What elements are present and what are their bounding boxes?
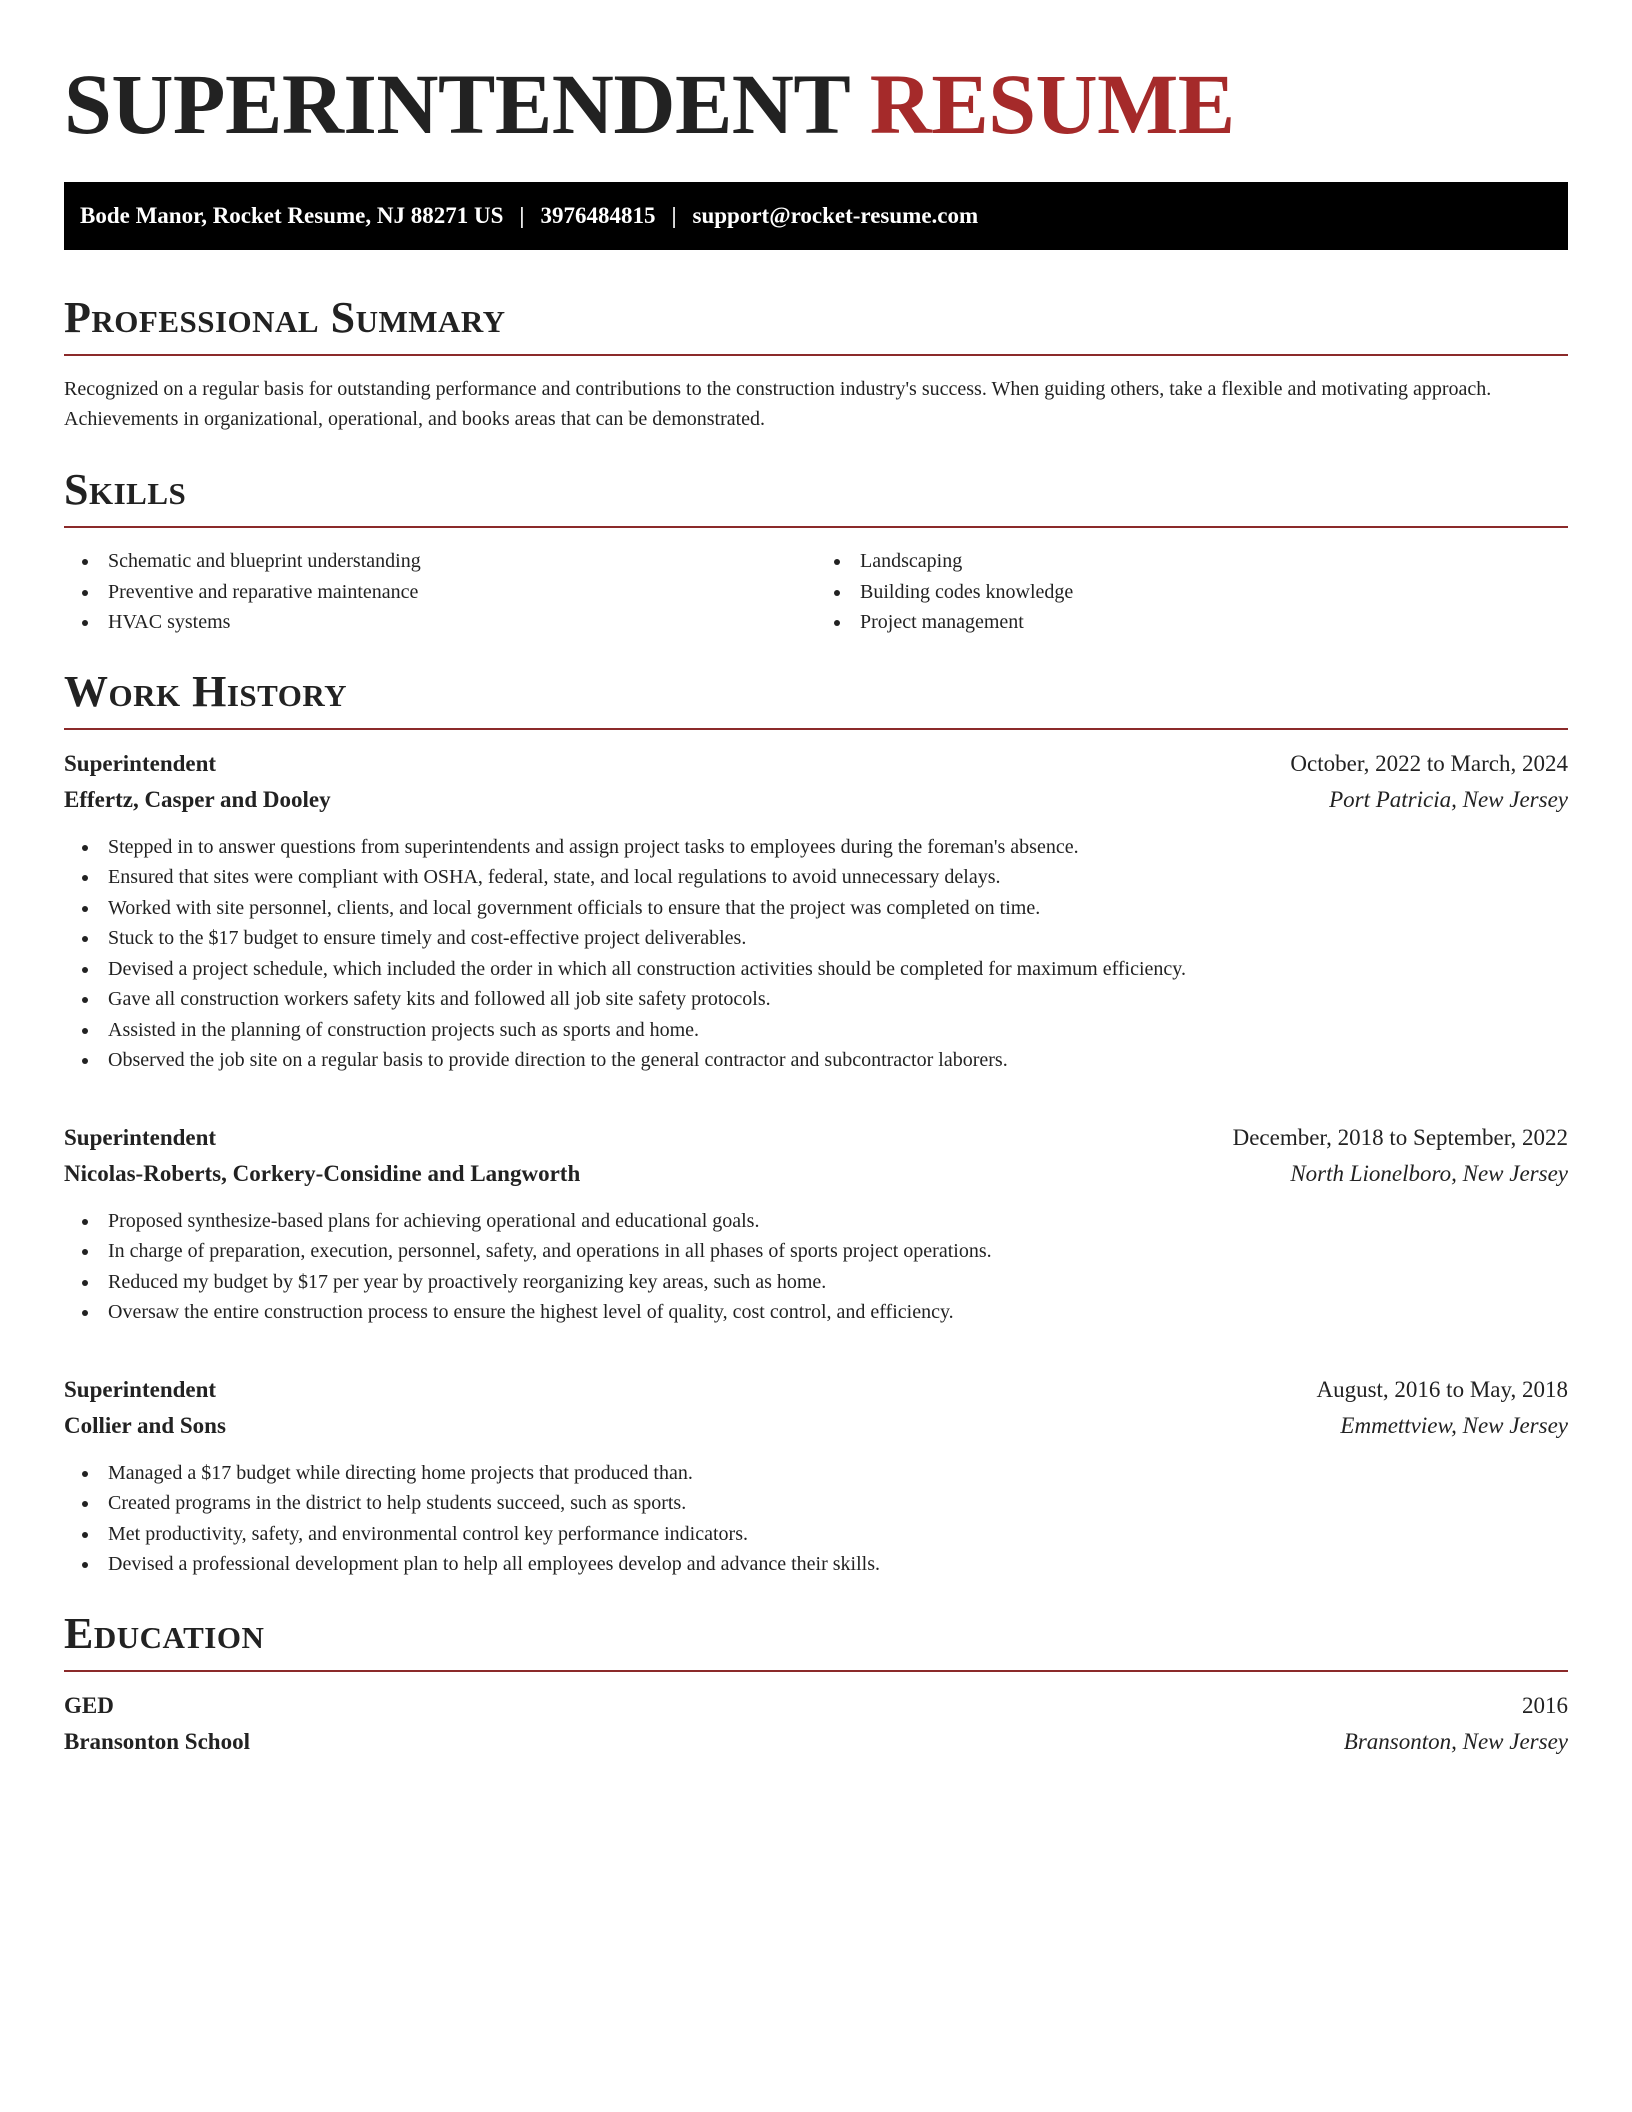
education-degree: GED bbox=[64, 1692, 114, 1718]
job-bullet: Stepped in to answer questions from superintendents and assign project tasks to employees during the foreman's absence. bbox=[64, 832, 1568, 863]
job-dates: December, 2018 to September, 2022 bbox=[1232, 1124, 1568, 1150]
skill-item: HVAC systems bbox=[64, 607, 816, 638]
job-header-row bbox=[64, 1120, 1568, 1156]
contact-email: support@rocket-resume.com bbox=[692, 203, 979, 228]
job-dates: October, 2022 to March, 2024 bbox=[1290, 750, 1568, 776]
skill-item: Project management bbox=[816, 607, 1568, 638]
section-divider bbox=[64, 1670, 1568, 1672]
job-bullet: In charge of preparation, execution, personnel, safety, and operations in all phases of sports project operations. bbox=[64, 1236, 1568, 1267]
job-location: Port Patricia, New Jersey bbox=[1329, 786, 1568, 812]
job-bullet: Assisted in the planning of construction projects such as sports and home. bbox=[64, 1015, 1568, 1046]
contact-phone: 3976484815 bbox=[540, 203, 656, 228]
contact-separator: | bbox=[519, 203, 525, 228]
contact-address: Bode Manor, Rocket Resume, NJ 88271 US bbox=[80, 203, 504, 228]
job-company-row bbox=[64, 1408, 1568, 1444]
education-entry bbox=[64, 1688, 1568, 1760]
job-bullet: Met productivity, safety, and environmental control key performance indicators. bbox=[64, 1519, 1568, 1550]
job-bullet: Devised a professional development plan to help all employees develop and advance their skills. bbox=[64, 1549, 1568, 1580]
summary-heading: Professional Summary bbox=[64, 293, 506, 342]
skills-heading: Skills bbox=[64, 465, 187, 514]
skills-column-left bbox=[64, 546, 816, 638]
skill-item: Landscaping bbox=[816, 546, 1568, 577]
skills-column-right bbox=[816, 546, 1568, 638]
job-entry bbox=[64, 1372, 1568, 1580]
work-history-section bbox=[64, 666, 1568, 1580]
job-header-row bbox=[64, 746, 1568, 782]
contact-separator: | bbox=[671, 203, 677, 228]
job-company-row bbox=[64, 782, 1568, 818]
job-bullet: Proposed synthesize-based plans for achieving operational and educational goals. bbox=[64, 1206, 1568, 1237]
job-dates: August, 2016 to May, 2018 bbox=[1316, 1376, 1568, 1402]
job-bullet: Reduced my budget by $17 per year by proactively reorganizing key areas, such as home. bbox=[64, 1267, 1568, 1298]
job-entry bbox=[64, 1120, 1568, 1328]
job-location: Emmettview, New Jersey bbox=[1340, 1412, 1568, 1438]
title-accent: RESUME bbox=[869, 56, 1235, 152]
job-bullets bbox=[64, 1206, 1568, 1328]
education-header-row bbox=[64, 1688, 1568, 1724]
skills-section bbox=[64, 464, 1568, 638]
section-divider bbox=[64, 526, 1568, 528]
education-heading: Education bbox=[64, 1608, 265, 1658]
job-company: Nicolas-Roberts, Corkery-Considine and Langworth bbox=[64, 1160, 581, 1186]
education-location: Bransonton, New Jersey bbox=[1343, 1728, 1568, 1754]
job-bullet: Managed a $17 budget while directing home projects that produced than. bbox=[64, 1458, 1568, 1489]
job-bullet: Worked with site personnel, clients, and local government officials to ensure that the project was completed on time. bbox=[64, 893, 1568, 924]
job-bullet: Oversaw the entire construction process to ensure the highest level of quality, cost control, and efficiency. bbox=[64, 1297, 1568, 1328]
education-school-row bbox=[64, 1724, 1568, 1760]
job-company-row bbox=[64, 1156, 1568, 1192]
job-company: Effertz, Casper and Dooley bbox=[64, 786, 331, 812]
job-bullet: Stuck to the $17 budget to ensure timely and cost-effective project deliverables. bbox=[64, 923, 1568, 954]
summary-section bbox=[64, 292, 1568, 434]
job-location: North Lionelboro, New Jersey bbox=[1290, 1160, 1568, 1186]
summary-text: Recognized on a regular basis for outstanding performance and contributions to the construction industry's success. When guiding others, take a flexible and motivating approach. Achievements in organizational, operational, and books areas that can be demonstrated. bbox=[64, 378, 1492, 430]
contact-bar bbox=[64, 182, 1568, 250]
skills-grid bbox=[64, 546, 1568, 638]
title-main: SUPERINTENDENT bbox=[64, 56, 849, 152]
job-bullets bbox=[64, 1458, 1568, 1580]
section-divider bbox=[64, 354, 1568, 356]
skill-item: Schematic and blueprint understanding bbox=[64, 546, 816, 577]
job-bullet: Observed the job site on a regular basis to provide direction to the general contractor and subcontractor laborers. bbox=[64, 1045, 1568, 1076]
job-entry bbox=[64, 746, 1568, 1076]
job-header-row bbox=[64, 1372, 1568, 1408]
skill-item: Building codes knowledge bbox=[816, 577, 1568, 608]
job-bullet: Gave all construction workers safety kits and followed all job site safety protocols. bbox=[64, 984, 1568, 1015]
work-history-heading: Work History bbox=[64, 666, 348, 716]
job-bullet: Ensured that sites were compliant with OSHA, federal, state, and local regulations to avoid unnecessary delays. bbox=[64, 862, 1568, 893]
education-school: Bransonton School bbox=[64, 1728, 250, 1754]
skill-item: Preventive and reparative maintenance bbox=[64, 577, 816, 608]
section-divider bbox=[64, 728, 1568, 730]
job-title: Superintendent bbox=[64, 750, 217, 776]
education-year: 2016 bbox=[1522, 1692, 1568, 1718]
education-section bbox=[64, 1608, 1568, 1760]
job-title: Superintendent bbox=[64, 1376, 217, 1402]
job-bullets bbox=[64, 832, 1568, 1076]
job-bullet: Created programs in the district to help students succeed, such as sports. bbox=[64, 1488, 1568, 1519]
job-bullet: Devised a project schedule, which included the order in which all construction activities should be completed for maximum efficiency. bbox=[64, 954, 1568, 985]
job-company: Collier and Sons bbox=[64, 1412, 226, 1438]
resume-title bbox=[64, 0, 1568, 152]
job-title: Superintendent bbox=[64, 1124, 217, 1150]
